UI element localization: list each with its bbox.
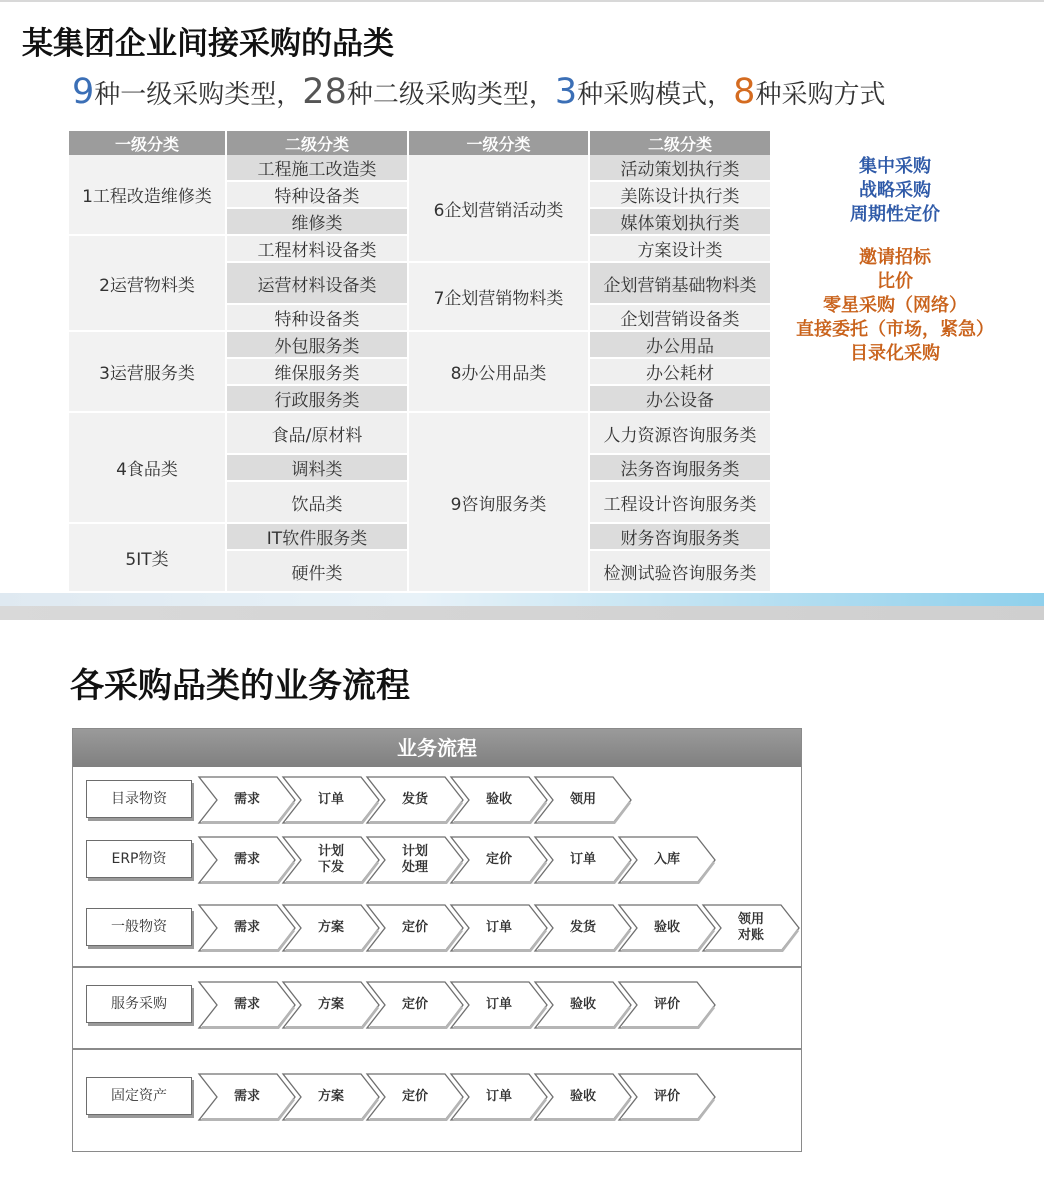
procurement-methods	[780, 246, 1010, 366]
level1-cell: 5IT类	[69, 523, 226, 592]
level2-cell: 工程设计咨询服务类	[589, 481, 771, 523]
level2-cell: 工程施工改造类	[226, 155, 408, 181]
flow-step	[367, 777, 463, 823]
header-level1-left: 一级分类	[69, 131, 226, 155]
flow-step	[619, 982, 715, 1028]
level2-cell: 检测试验咨询服务类	[589, 550, 771, 592]
method-item: 邀请招标	[859, 247, 931, 268]
flow-step	[535, 905, 631, 951]
divider-gray-stripe	[0, 606, 1044, 620]
flow-step	[451, 1074, 547, 1120]
flow-step-label: 订单	[485, 920, 512, 935]
flow-step-label: 方案	[317, 1089, 344, 1104]
level2-cell: 人力资源咨询服务类	[589, 412, 771, 454]
divider-blue-stripe	[0, 593, 1044, 606]
flow-step-label: 订单	[317, 792, 344, 807]
flow-step-label: 领用	[569, 792, 596, 807]
flow-step-label: 领用 对账	[737, 912, 764, 943]
flow-step-label: 定价	[485, 852, 512, 867]
summary-line	[72, 72, 885, 112]
mode-item: 集中采购	[859, 156, 931, 177]
flow-header: 业务流程	[73, 729, 801, 767]
flow-step-label: 验收	[569, 1089, 596, 1104]
flow-step-label: 评价	[653, 1089, 680, 1104]
flow-step-label: 需求	[233, 852, 260, 867]
flow-row-label: 固定资产	[86, 1077, 192, 1115]
level2-cell: 行政服务类	[226, 385, 408, 412]
header-level2-left: 二级分类	[226, 131, 408, 155]
flow-step-label: 需求	[233, 1089, 260, 1104]
flow-step	[451, 905, 547, 951]
method-item: 直接委托（市场，紧急）	[796, 319, 994, 340]
flow-step-label: 入库	[653, 852, 680, 867]
flow-step-label: 定价	[401, 920, 428, 935]
top-border-line	[0, 0, 1044, 2]
level2-cell: 工程材料设备类	[226, 235, 408, 262]
flow-step-label: 计划 下发	[317, 844, 344, 875]
flow-step-label: 需求	[233, 920, 260, 935]
procurement-modes	[780, 155, 1010, 227]
level1-cell: 2运营物料类	[69, 235, 226, 331]
mode-item: 战略采购	[859, 180, 931, 201]
header-level1-right: 一级分类	[408, 131, 589, 155]
flow-step	[199, 905, 295, 951]
section-divider	[0, 593, 1044, 620]
flow-step	[619, 905, 715, 951]
section-title: 各采购品类的业务流程	[70, 666, 410, 706]
flow-step	[535, 837, 631, 883]
flow-row-label: 服务采购	[86, 985, 192, 1023]
level1-cell: 7企划营销物料类	[408, 262, 589, 331]
level2-cell: 媒体策划执行类	[589, 208, 771, 235]
flow-step	[703, 905, 799, 951]
flow-step-label: 定价	[401, 997, 428, 1012]
flow-step-label: 验收	[653, 920, 680, 935]
level2-count: 28	[302, 72, 347, 112]
flow-step	[535, 982, 631, 1028]
process-flow-diagram	[72, 728, 802, 1152]
flow-step-label: 验收	[569, 997, 596, 1012]
flow-step	[367, 982, 463, 1028]
flow-step	[367, 1074, 463, 1120]
flow-row-label: 目录物资	[86, 780, 192, 818]
level1-cell: 6企划营销活动类	[408, 155, 589, 262]
level2-cell: 企划营销基础物料类	[589, 262, 771, 304]
level2-cell: 活动策划执行类	[589, 155, 771, 181]
level2-cell: 维保服务类	[226, 358, 408, 385]
level1-count: 9	[72, 72, 95, 112]
level2-cell: 美陈设计执行类	[589, 181, 771, 208]
level2-cell: 饮品类	[226, 481, 408, 523]
level2-cell: 办公耗材	[589, 358, 771, 385]
flow-step	[283, 982, 379, 1028]
summary-text-4: 种采购方式	[755, 80, 886, 110]
flow-step	[283, 905, 379, 951]
mode-item: 周期性定价	[850, 204, 940, 225]
flow-step	[283, 1074, 379, 1120]
level2-cell: 企划营销设备类	[589, 304, 771, 331]
flow-row-label: ERP物资	[86, 840, 192, 878]
flow-step	[283, 837, 379, 883]
flow-step	[619, 837, 715, 883]
flow-step-label: 定价	[401, 1089, 428, 1104]
flow-step-label: 需求	[233, 997, 260, 1012]
level2-cell: 办公设备	[589, 385, 771, 412]
flow-step-label: 发货	[401, 792, 428, 807]
flow-step-label: 需求	[233, 792, 260, 807]
flow-step	[535, 777, 631, 823]
method-item: 目录化采购	[850, 343, 940, 364]
level1-cell: 9咨询服务类	[408, 412, 589, 592]
level2-cell: 方案设计类	[589, 235, 771, 262]
summary-text-1: 种一级采购类型，	[94, 80, 303, 110]
flow-step-label: 订单	[485, 997, 512, 1012]
level2-cell: 食品/原材料	[226, 412, 408, 454]
flow-step	[535, 1074, 631, 1120]
method-count: 8	[733, 72, 756, 112]
row-separator	[73, 966, 801, 968]
flow-step-label: 订单	[485, 1089, 512, 1104]
flow-step	[199, 837, 295, 883]
flow-step	[367, 905, 463, 951]
level2-cell: 特种设备类	[226, 181, 408, 208]
flow-step	[283, 777, 379, 823]
page-title: 某集团企业间接采购的品类	[22, 26, 394, 62]
level2-cell: 办公用品	[589, 331, 771, 358]
flow-step-label: 验收	[485, 792, 512, 807]
table-header-row	[69, 131, 771, 155]
flow-step-label: 方案	[317, 920, 344, 935]
header-level2-right: 二级分类	[589, 131, 771, 155]
level1-cell: 8办公用品类	[408, 331, 589, 412]
flow-step	[451, 982, 547, 1028]
flow-step-label: 方案	[317, 997, 344, 1012]
summary-text-2: 种二级采购类型，	[346, 80, 555, 110]
flow-step	[199, 777, 295, 823]
category-table	[69, 131, 772, 593]
level2-cell: 维修类	[226, 208, 408, 235]
level2-cell: 硬件类	[226, 550, 408, 592]
level1-cell: 1工程改造维修类	[69, 155, 226, 235]
flow-step	[619, 1074, 715, 1120]
row-separator	[73, 1048, 801, 1050]
level2-cell: 特种设备类	[226, 304, 408, 331]
flow-row-label: 一般物资	[86, 908, 192, 946]
level2-cell: 运营材料设备类	[226, 262, 408, 304]
method-item: 零星采购（网络）	[823, 295, 967, 316]
flow-step-label: 计划 处理	[401, 844, 428, 875]
flow-step	[199, 1074, 295, 1120]
level2-cell: 外包服务类	[226, 331, 408, 358]
level2-cell: 财务咨询服务类	[589, 523, 771, 550]
level2-cell: 调料类	[226, 454, 408, 481]
flow-step	[451, 777, 547, 823]
flow-step-label: 订单	[569, 852, 596, 867]
flow-step	[199, 982, 295, 1028]
summary-text-3: 种采购模式，	[577, 80, 734, 110]
flow-step	[451, 837, 547, 883]
mode-count: 3	[554, 72, 578, 112]
flow-step-label: 发货	[569, 920, 596, 935]
flow-step	[367, 837, 463, 883]
level2-cell: 法务咨询服务类	[589, 454, 771, 481]
level1-cell: 4食品类	[69, 412, 226, 523]
level2-cell: IT软件服务类	[226, 523, 408, 550]
flow-step-label: 评价	[653, 997, 680, 1012]
method-item: 比价	[877, 271, 913, 292]
level1-cell: 3运营服务类	[69, 331, 226, 412]
